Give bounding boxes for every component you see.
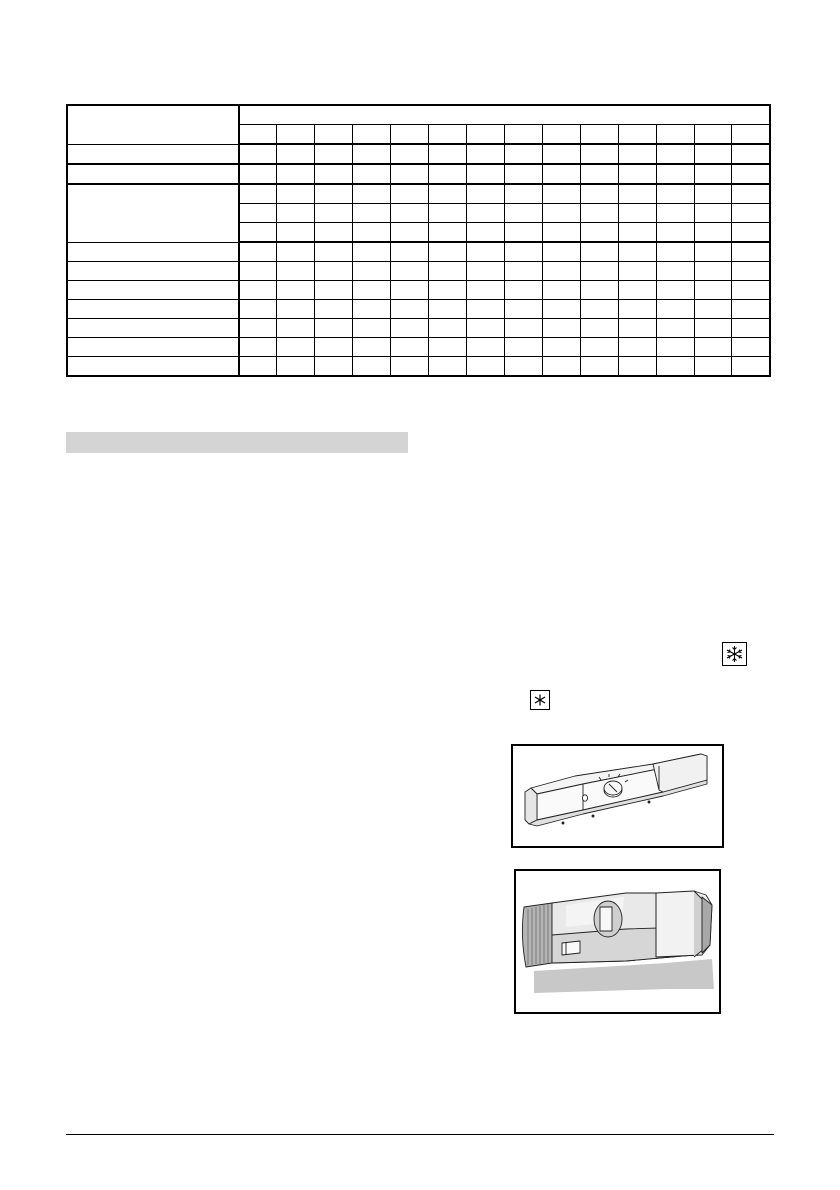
- table-cell: [467, 223, 505, 243]
- table-cell: [656, 184, 694, 204]
- table-row: [67, 300, 770, 319]
- table-cell: [504, 204, 542, 223]
- table-cell: [580, 223, 618, 243]
- table-cell: [580, 144, 618, 164]
- table-cell: [353, 184, 391, 204]
- table-cell: [732, 184, 770, 204]
- table-row: [67, 242, 770, 262]
- table-cell: [618, 184, 656, 204]
- table-cell: [277, 319, 315, 338]
- table-cell: [542, 204, 580, 223]
- table-col-header: [353, 125, 391, 145]
- table-cell: [656, 223, 694, 243]
- table-group-header-cell: [239, 105, 770, 125]
- table-row-label: [67, 300, 239, 319]
- table-cell: [542, 262, 580, 281]
- table-cell: [391, 357, 429, 377]
- table-cell: [315, 300, 353, 319]
- table-cell: [618, 144, 656, 164]
- table-cell: [353, 144, 391, 164]
- table-cell: [504, 242, 542, 262]
- table-cell: [467, 184, 505, 204]
- table-cell: [504, 338, 542, 357]
- table-cell: [239, 144, 277, 164]
- table-cell: [504, 223, 542, 243]
- table-cell: [732, 338, 770, 357]
- table-cell: [618, 242, 656, 262]
- table-cell: [732, 223, 770, 243]
- table-col-header: [239, 125, 277, 145]
- table-cell: [580, 300, 618, 319]
- lamp-cover-illustration: [514, 869, 721, 1014]
- table-cell: [315, 262, 353, 281]
- table-cell: [618, 319, 656, 338]
- table-cell: [656, 338, 694, 357]
- table-cell: [391, 184, 429, 204]
- table-cell: [277, 300, 315, 319]
- table-col-header: [580, 125, 618, 145]
- table-cell: [239, 262, 277, 281]
- table-cell: [694, 144, 732, 164]
- table-cell: [467, 319, 505, 338]
- table-cell: [429, 262, 467, 281]
- table-cell: [656, 144, 694, 164]
- table-row-label: [67, 281, 239, 300]
- table-cell: [732, 164, 770, 184]
- snowflake-in-box-icon: [722, 642, 747, 666]
- table-cell: [315, 242, 353, 262]
- table-cell: [467, 164, 505, 184]
- table-row: [67, 164, 770, 184]
- table-cell: [694, 223, 732, 243]
- table-cell: [391, 164, 429, 184]
- table-cell: [391, 144, 429, 164]
- table-cell: [618, 300, 656, 319]
- table-cell: [277, 281, 315, 300]
- table-cell: [239, 300, 277, 319]
- table-cell: [239, 204, 277, 223]
- table-cell: [732, 300, 770, 319]
- table-cell: [504, 184, 542, 204]
- table-corner-cell: [67, 105, 239, 144]
- table-cell: [580, 164, 618, 184]
- table-cell: [391, 223, 429, 243]
- table-cell: [315, 184, 353, 204]
- table-cell: [580, 281, 618, 300]
- table-row: [67, 281, 770, 300]
- table-cell: [353, 262, 391, 281]
- table-cell: [467, 242, 505, 262]
- table-cell: [315, 281, 353, 300]
- table-cell: [391, 242, 429, 262]
- table-header-row: [67, 105, 770, 125]
- table-col-header: [429, 125, 467, 145]
- table-cell: [277, 338, 315, 357]
- table-cell: [694, 357, 732, 377]
- table-cell: [239, 223, 277, 243]
- table-col-header: [277, 125, 315, 145]
- table-cell: [353, 242, 391, 262]
- table-cell: [618, 262, 656, 281]
- table-cell: [580, 204, 618, 223]
- table-cell: [429, 300, 467, 319]
- specification-table: [66, 104, 771, 377]
- table-cell: [580, 319, 618, 338]
- table-cell: [732, 357, 770, 377]
- table-cell: [694, 281, 732, 300]
- table-cell: [277, 164, 315, 184]
- table-cell: [239, 184, 277, 204]
- table-cell: [277, 242, 315, 262]
- table-cell: [504, 262, 542, 281]
- table-cell: [277, 204, 315, 223]
- table-cell: [391, 319, 429, 338]
- table-cell: [239, 281, 277, 300]
- table-cell: [656, 242, 694, 262]
- table-row-label: [67, 319, 239, 338]
- table-cell: [618, 281, 656, 300]
- table-col-header: [467, 125, 505, 145]
- table-cell: [239, 242, 277, 262]
- table-row: [67, 357, 770, 377]
- table-cell: [580, 338, 618, 357]
- table-cell: [429, 144, 467, 164]
- table-cell: [694, 204, 732, 223]
- table-cell: [656, 164, 694, 184]
- table-cell: [542, 281, 580, 300]
- table-cell: [580, 357, 618, 377]
- table-cell: [618, 223, 656, 243]
- table-cell: [315, 164, 353, 184]
- table-cell: [618, 164, 656, 184]
- table-cell: [353, 223, 391, 243]
- table-cell: [467, 144, 505, 164]
- table-cell: [277, 223, 315, 243]
- table-cell: [467, 357, 505, 377]
- table-cell: [694, 300, 732, 319]
- table-cell: [429, 164, 467, 184]
- table-cell: [391, 204, 429, 223]
- table-cell: [353, 357, 391, 377]
- table-row: [67, 338, 770, 357]
- table-cell: [656, 281, 694, 300]
- table-cell: [277, 262, 315, 281]
- table-cell: [467, 204, 505, 223]
- table-cell: [467, 262, 505, 281]
- table-cell: [618, 204, 656, 223]
- table-cell: [656, 319, 694, 338]
- table-cell: [504, 357, 542, 377]
- table-cell: [694, 242, 732, 262]
- table-cell: [467, 300, 505, 319]
- table-cell: [732, 144, 770, 164]
- table-row-label: [67, 242, 239, 262]
- table-row: [67, 319, 770, 338]
- table-cell: [580, 262, 618, 281]
- table-row-label: [67, 164, 239, 184]
- table-cell: [580, 184, 618, 204]
- table-cell: [542, 338, 580, 357]
- table-cell: [656, 357, 694, 377]
- table-row-label: [67, 357, 239, 377]
- table-cell: [694, 319, 732, 338]
- table-cell: [694, 184, 732, 204]
- table-cell: [353, 164, 391, 184]
- table-row: [67, 144, 770, 164]
- table-col-header: [315, 125, 353, 145]
- table-cell: [467, 281, 505, 300]
- table-cell: [504, 319, 542, 338]
- table-cell: [504, 300, 542, 319]
- table-cell: [618, 338, 656, 357]
- table-cell: [732, 281, 770, 300]
- table-cell: [542, 300, 580, 319]
- table-cell: [315, 144, 353, 164]
- table-cell: [542, 319, 580, 338]
- table-cell: [542, 184, 580, 204]
- table-cell: [315, 223, 353, 243]
- table-cell: [580, 242, 618, 262]
- table-row-label: [67, 184, 239, 242]
- star-in-box-icon: [530, 690, 550, 710]
- table-cell: [429, 223, 467, 243]
- table-col-header: [504, 125, 542, 145]
- table-row: [67, 262, 770, 281]
- table-cell: [239, 164, 277, 184]
- table-cell: [504, 281, 542, 300]
- table-cell: [429, 281, 467, 300]
- table-col-header: [732, 125, 770, 145]
- table-cell: [315, 204, 353, 223]
- table-col-header: [391, 125, 429, 145]
- table-row-label: [67, 338, 239, 357]
- table-cell: [467, 338, 505, 357]
- table-cell: [656, 300, 694, 319]
- table-col-header: [542, 125, 580, 145]
- table-col-header: [694, 125, 732, 145]
- table-cell: [618, 357, 656, 377]
- table-cell: [391, 262, 429, 281]
- table-cell: [429, 319, 467, 338]
- table-cell: [429, 338, 467, 357]
- table-cell: [353, 300, 391, 319]
- table-cell: [542, 223, 580, 243]
- table-cell: [277, 357, 315, 377]
- table-cell: [429, 357, 467, 377]
- table-cell: [429, 242, 467, 262]
- table-cell: [353, 319, 391, 338]
- table-cell: [315, 338, 353, 357]
- table-cell: [504, 144, 542, 164]
- table-cell: [353, 204, 391, 223]
- table-cell: [504, 164, 542, 184]
- table-cell: [656, 204, 694, 223]
- table-cell: [694, 338, 732, 357]
- table-cell: [391, 300, 429, 319]
- thermostat-illustration: [511, 744, 724, 848]
- table-cell: [656, 262, 694, 281]
- table-cell: [391, 281, 429, 300]
- table-cell: [239, 338, 277, 357]
- table-cell: [277, 184, 315, 204]
- table-cell: [315, 319, 353, 338]
- table-cell: [277, 144, 315, 164]
- table-cell: [239, 357, 277, 377]
- table-row-label: [67, 144, 239, 164]
- table-cell: [239, 319, 277, 338]
- table-cell: [542, 242, 580, 262]
- table-cell: [732, 204, 770, 223]
- table-cell: [542, 357, 580, 377]
- table-col-header: [656, 125, 694, 145]
- table-cell: [732, 319, 770, 338]
- section-heading-bar: [66, 432, 408, 453]
- table-row-label: [67, 262, 239, 281]
- table-cell: [353, 281, 391, 300]
- table-cell: [353, 338, 391, 357]
- table-cell: [542, 164, 580, 184]
- table-cell: [542, 144, 580, 164]
- table-cell: [391, 338, 429, 357]
- table-cell: [732, 242, 770, 262]
- table-cell: [694, 164, 732, 184]
- table-cell: [429, 184, 467, 204]
- footer-divider: [66, 1134, 774, 1135]
- table-row: [67, 184, 770, 204]
- table-cell: [694, 262, 732, 281]
- table-cell: [429, 204, 467, 223]
- table-col-header: [618, 125, 656, 145]
- table-cell: [732, 262, 770, 281]
- table-cell: [315, 357, 353, 377]
